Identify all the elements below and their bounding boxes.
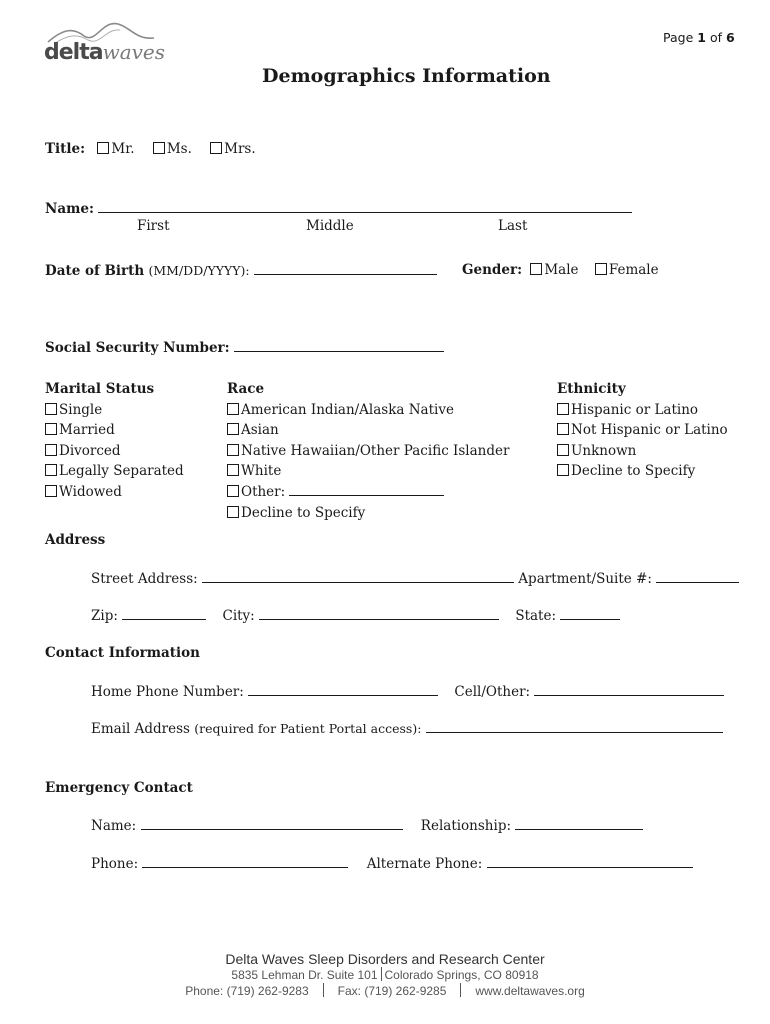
ssn-field[interactable] bbox=[234, 339, 444, 352]
cell-field[interactable] bbox=[534, 683, 724, 696]
footer-address-line2: Colorado Springs, CO 80918 bbox=[384, 968, 539, 982]
alternate-phone-field[interactable] bbox=[487, 855, 693, 868]
email-label: Email Address bbox=[91, 721, 190, 737]
marital-option-legally-separated[interactable]: Legally Separated bbox=[45, 461, 184, 482]
checkbox-icon[interactable] bbox=[557, 403, 569, 415]
checkbox-icon[interactable] bbox=[45, 485, 57, 497]
checkbox-icon[interactable] bbox=[210, 142, 222, 154]
gender-label: Gender: bbox=[462, 262, 523, 278]
page-of: of bbox=[709, 30, 722, 45]
checkbox-icon[interactable] bbox=[45, 403, 57, 415]
ethnicity-option-decline[interactable]: Decline to Specify bbox=[557, 461, 728, 482]
page-title: Demographics Information bbox=[262, 65, 551, 87]
separator-icon bbox=[381, 967, 382, 981]
race-option-american-indian[interactable]: American Indian/Alaska Native bbox=[227, 400, 509, 421]
emergency-name-row bbox=[91, 817, 643, 834]
checkbox-icon[interactable] bbox=[227, 464, 239, 476]
checkbox-icon[interactable] bbox=[97, 142, 109, 154]
dob-field[interactable] bbox=[254, 262, 437, 275]
name-first-caption: First bbox=[137, 218, 170, 234]
checkbox-icon[interactable] bbox=[227, 403, 239, 415]
marital-column bbox=[45, 379, 184, 503]
city-field[interactable] bbox=[259, 607, 499, 620]
apt-label: Apartment/Suite #: bbox=[518, 571, 652, 587]
checkbox-icon[interactable] bbox=[530, 263, 542, 275]
zip-field[interactable] bbox=[122, 607, 206, 620]
separator-icon bbox=[460, 983, 461, 997]
emergency-name-label: Name: bbox=[91, 818, 137, 834]
alternate-phone-label: Alternate Phone: bbox=[366, 856, 483, 872]
cell-label: Cell/Other: bbox=[454, 684, 531, 700]
checkbox-icon[interactable] bbox=[227, 485, 239, 497]
zip-label: Zip: bbox=[91, 608, 118, 624]
race-option-decline[interactable]: Decline to Specify bbox=[227, 503, 509, 524]
checkbox-icon[interactable] bbox=[45, 444, 57, 456]
address-heading: Address bbox=[45, 532, 106, 548]
apt-field[interactable] bbox=[656, 570, 739, 583]
race-other-field[interactable] bbox=[289, 483, 444, 496]
street-label: Street Address: bbox=[91, 571, 198, 587]
email-field[interactable] bbox=[426, 720, 723, 733]
zip-city-state-row bbox=[91, 607, 620, 624]
checkbox-icon[interactable] bbox=[45, 423, 57, 435]
home-phone-label: Home Phone Number: bbox=[91, 684, 244, 700]
ssn-row bbox=[45, 339, 444, 356]
phone-row bbox=[91, 683, 724, 700]
dob-label: Date of Birth bbox=[45, 263, 145, 279]
deltawaves-logo bbox=[44, 18, 164, 66]
emergency-phone-field[interactable] bbox=[142, 855, 348, 868]
dob-format: (MM/DD/YYYY): bbox=[148, 263, 250, 278]
checkbox-icon[interactable] bbox=[595, 263, 607, 275]
checkbox-icon[interactable] bbox=[227, 506, 239, 518]
page-prefix: Page bbox=[663, 30, 694, 45]
footer-contact bbox=[0, 983, 770, 998]
title-ms-option[interactable]: Ms. bbox=[153, 141, 192, 157]
name-field[interactable] bbox=[98, 200, 632, 213]
footer-website[interactable]: www.deltawaves.org bbox=[475, 984, 585, 998]
marital-option-single[interactable]: Single bbox=[45, 400, 184, 421]
gender-row bbox=[462, 262, 659, 278]
city-label: City: bbox=[222, 608, 255, 624]
title-mr-option[interactable]: Mr. bbox=[97, 141, 134, 157]
checkbox-icon[interactable] bbox=[557, 423, 569, 435]
relationship-field[interactable] bbox=[515, 817, 643, 830]
checkbox-icon[interactable] bbox=[557, 444, 569, 456]
race-option-other[interactable]: Other: bbox=[227, 482, 509, 503]
emergency-heading: Emergency Contact bbox=[45, 780, 193, 796]
footer-phone: Phone: (719) 262-9283 bbox=[185, 984, 309, 998]
state-field[interactable] bbox=[560, 607, 620, 620]
street-field[interactable] bbox=[202, 570, 514, 583]
name-middle-caption: Middle bbox=[306, 218, 354, 234]
street-row bbox=[91, 570, 739, 587]
race-option-native-hawaiian[interactable]: Native Hawaiian/Other Pacific Islander bbox=[227, 441, 509, 462]
marital-option-widowed[interactable]: Widowed bbox=[45, 482, 184, 503]
title-row bbox=[45, 141, 256, 157]
race-option-white[interactable]: White bbox=[227, 461, 509, 482]
footer-fax: Fax: (719) 262-9285 bbox=[337, 984, 447, 998]
race-option-asian[interactable]: Asian bbox=[227, 420, 509, 441]
ethnicity-column bbox=[557, 379, 728, 482]
emergency-phone-row bbox=[91, 855, 693, 872]
ethnicity-option-hispanic[interactable]: Hispanic or Latino bbox=[557, 400, 728, 421]
ethnicity-heading: Ethnicity bbox=[557, 381, 626, 397]
checkbox-icon[interactable] bbox=[153, 142, 165, 154]
page-indicator bbox=[663, 30, 735, 45]
footer-org: Delta Waves Sleep Disorders and Research Center bbox=[225, 951, 545, 967]
marital-heading: Marital Status bbox=[45, 381, 155, 397]
title-mrs-option[interactable]: Mrs. bbox=[210, 141, 256, 157]
home-phone-field[interactable] bbox=[248, 683, 438, 696]
race-column bbox=[227, 379, 509, 523]
page-current: 1 bbox=[697, 30, 706, 45]
dob-row bbox=[45, 262, 437, 279]
marital-option-divorced[interactable]: Divorced bbox=[45, 441, 184, 462]
name-row bbox=[45, 200, 632, 217]
emergency-name-field[interactable] bbox=[141, 817, 403, 830]
footer-address-line1: 5835 Lehman Dr. Suite 101 bbox=[231, 968, 378, 982]
gender-male-option[interactable]: Male bbox=[530, 262, 578, 278]
checkbox-icon[interactable] bbox=[45, 464, 57, 476]
checkbox-icon[interactable] bbox=[227, 423, 239, 435]
checkbox-icon[interactable] bbox=[557, 464, 569, 476]
ssn-label: Social Security Number: bbox=[45, 340, 230, 356]
email-row bbox=[91, 720, 723, 737]
ethnicity-option-unknown[interactable]: Unknown bbox=[557, 441, 728, 462]
name-last-caption: Last bbox=[498, 218, 528, 234]
name-label: Name: bbox=[45, 201, 94, 217]
state-label: State: bbox=[515, 608, 557, 624]
logo-light-text: waves bbox=[102, 40, 166, 64]
relationship-label: Relationship: bbox=[420, 818, 512, 834]
contact-heading: Contact Information bbox=[45, 645, 200, 661]
ethnicity-option-not-hispanic[interactable]: Not Hispanic or Latino bbox=[557, 420, 728, 441]
separator-icon bbox=[323, 983, 324, 997]
footer-address bbox=[0, 967, 770, 982]
logo-bold-text: delta bbox=[44, 40, 103, 65]
email-note: (required for Patient Portal access): bbox=[194, 721, 422, 736]
marital-option-married[interactable]: Married bbox=[45, 420, 184, 441]
page-total: 6 bbox=[725, 30, 735, 45]
gender-female-option[interactable]: Female bbox=[595, 262, 659, 278]
emergency-phone-label: Phone: bbox=[91, 856, 139, 872]
race-heading: Race bbox=[227, 381, 265, 397]
checkbox-icon[interactable] bbox=[227, 444, 239, 456]
title-label: Title: bbox=[45, 141, 86, 157]
